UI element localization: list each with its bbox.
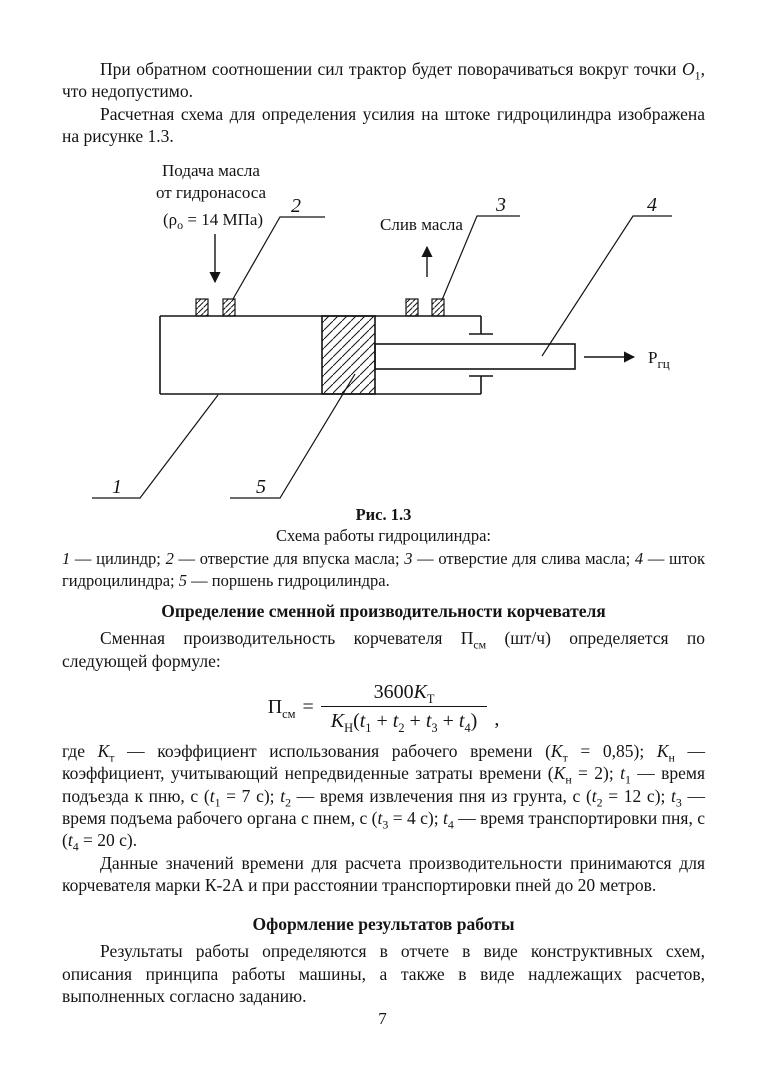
oil-supply-label-line1: Подача масла: [162, 161, 260, 181]
callout-line-1: [92, 395, 218, 498]
figure-caption-title: Рис. 1.3: [355, 505, 412, 525]
outlet-port-block-right: [432, 299, 444, 316]
formula-lhs: $П_{см}$: [267, 695, 296, 721]
oil-drain-label: Слив масла: [380, 215, 463, 235]
formula-fraction: [321, 681, 488, 736]
callout-line-2: [233, 217, 325, 299]
figure-hydraulic-cylinder: [0, 159, 765, 504]
oil-supply-label-line2: от гидронасоса: [155, 183, 267, 203]
inlet-port-block-right: [223, 299, 235, 316]
figure-caption-subtitle: Схема работы гидроцилиндра:: [276, 526, 491, 546]
force-label: $Р_{гц}$: [648, 348, 670, 372]
outlet-port-block-left: [406, 299, 418, 316]
paragraph-data-values: Данные значений времени для расчета производительности принимаются для корчевателя марки К-2А и при расстоянии транспортировки пней до 20 метров.: [62, 852, 705, 895]
callout-number-2: 2: [291, 195, 301, 218]
paragraph-intro-1: При обратном соотношении сил трактор будет поворачиваться вокруг точки $О_1$, что недопустимо.: [62, 59, 705, 102]
inlet-port-block-left: [196, 299, 208, 316]
formula-denominator: $K_Н(t_1 + t_2 + t_3 + t_4)$: [321, 706, 488, 732]
callout-number-1: 1: [112, 476, 122, 499]
callout-number-5: 5: [256, 476, 266, 499]
paragraph-results: Результаты работы определяются в отчете в виде конструктивных схем, описания принципа работы машины, а также в виде надлежащих расчетов, выполненных согласно заданию.: [62, 941, 705, 1007]
section-heading-productivity: Определение сменной производительности корчевателя: [161, 601, 606, 622]
paragraph-productivity-intro: Сменная производительность корчевателя $П_{см}$ (шт/ч) определяется по следующей формуле:: [62, 628, 705, 671]
figure-caption: [62, 504, 705, 546]
piston: [322, 316, 375, 394]
section-heading-results: Оформление результатов работы: [252, 914, 515, 935]
callout-line-4: [542, 216, 672, 356]
paragraph-where: где $K_т$ — коэффициент использования рабочего времени $(K_т = 0,85)$; $K_н$ — коэффициент, учитывающий непредвиденные затраты времени $(K_н = 2)$; $t_1$ — время подъезда к пню, с ($t_1 = 7$ с); $t_2$ — время извлечения пня из грунта, с ($t_2 = 12$ с); $t_3$ — время подъема рабочего органа с пнем, с ($t_3 = 4$ с); $t_4$ — время транспортировки пня, с ($t_4 = 20$ с).: [62, 741, 706, 854]
cylinder-diagram: [0, 159, 765, 504]
pressure-label: ($\rho_о = 14$ МПа): [162, 210, 264, 233]
formula-comma: ,: [494, 707, 500, 730]
paragraph-intro-2: Расчетная схема для определения усилия на штоке гидроцилиндра изображена на рисунке 1.3.: [62, 103, 705, 146]
cylinder-head-bottom-seal: [469, 376, 493, 394]
callout-number-3: 3: [496, 194, 506, 217]
productivity-formula: [62, 681, 705, 736]
piston-rod: [375, 344, 575, 369]
cylinder-head-top-seal: [469, 316, 493, 334]
formula-equals: =: [302, 695, 314, 718]
page-number: 7: [378, 1009, 387, 1028]
figure-legend: 1 — цилиндр; 2 — отверстие для впуска масла; 3 — отверстие для слива масла; 4 — шток гидроцилиндра; 5 — поршень гидроцилиндра.: [62, 549, 705, 590]
callout-number-4: 4: [647, 194, 657, 217]
formula-numerator: $3600K_Т$: [373, 681, 435, 707]
